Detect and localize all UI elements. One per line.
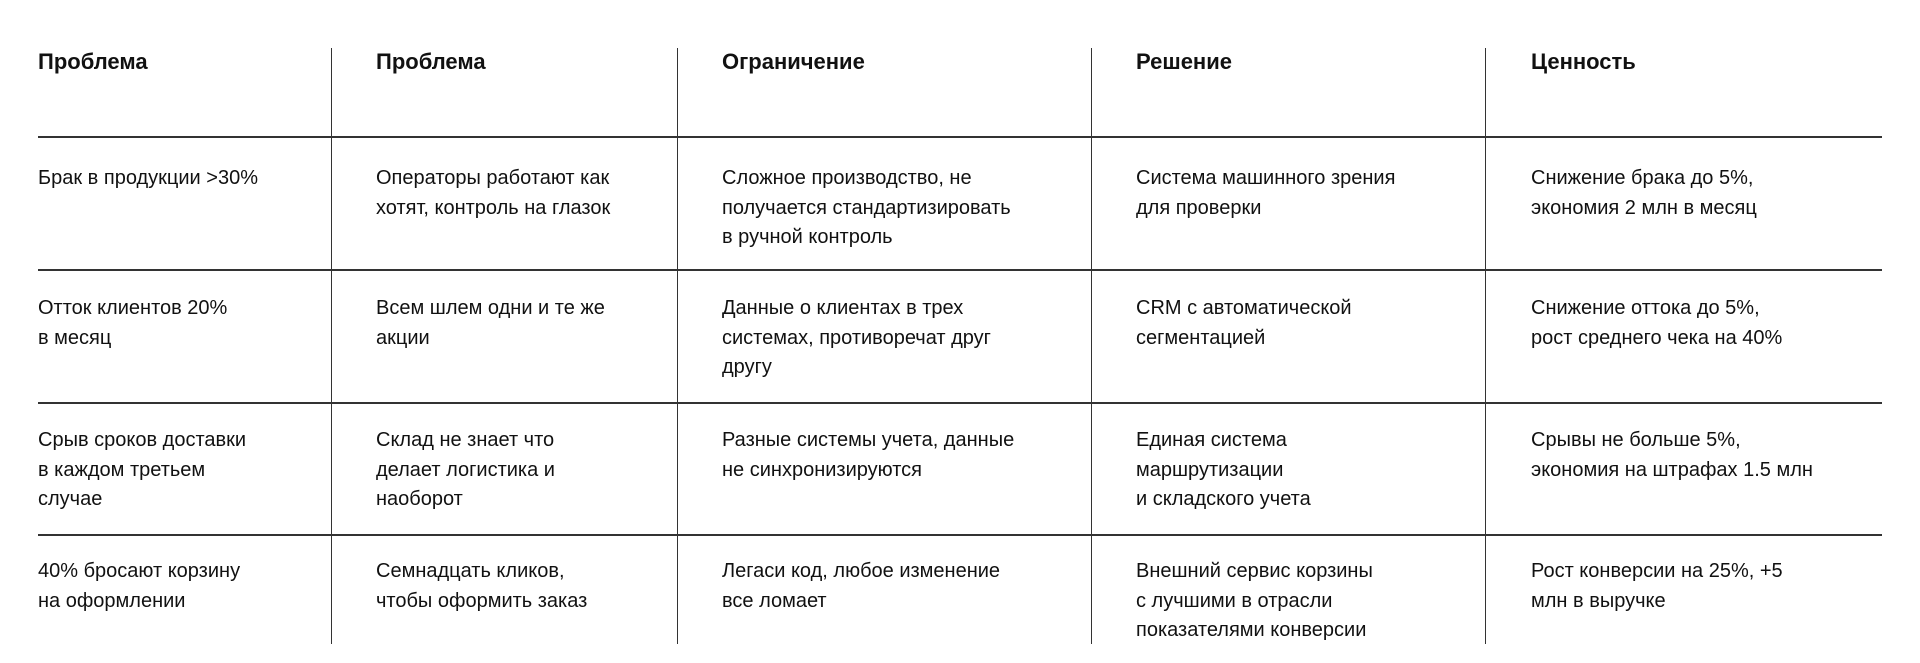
- row-divider: [38, 136, 1882, 138]
- table-cell-value: Снижение брака до 5%, экономия 2 млн в месяц: [1531, 167, 1757, 219]
- table-cell-constraint: Разные системы учета, данные не синхронизируются: [722, 429, 1015, 481]
- table-cell-cause: Семнадцать кликов, чтобы оформить заказ: [376, 560, 588, 612]
- table-cell-solution: Система машинного зрения для проверки: [1136, 167, 1396, 219]
- column-header-value: Ценность: [1531, 49, 1636, 74]
- table-cell-constraint: Сложное производство, не получается стандартизировать в ручной контроль: [722, 167, 1011, 248]
- table-cell-value: Срывы не больше 5%, экономия на штрафах 1.5 млн: [1531, 429, 1813, 481]
- row-divider: [38, 534, 1882, 536]
- row-divider: [38, 402, 1882, 404]
- table-cell-problem: Срыв сроков доставки в каждом третьем случае: [38, 429, 247, 510]
- column-header-constraint: Ограничение: [722, 49, 865, 74]
- table-cell-constraint: Легаси код, любое изменение все ломает: [722, 560, 1001, 612]
- table-cell-problem: 40% бросают корзину на оформлении: [38, 560, 241, 612]
- table-cell-solution: Внешний сервис корзины с лучшими в отрасли показателями конверсии: [1136, 560, 1373, 641]
- table-cell-constraint: Данные о клиентах в трех системах, противоречат друг другу: [722, 297, 991, 378]
- row-divider: [38, 269, 1882, 271]
- table-cell-cause: Склад не знает что делает логистика и наоборот: [376, 429, 555, 510]
- table-cell-value: Рост конверсии на 25%, +5 млн в выручке: [1531, 560, 1783, 612]
- table-cell-cause: Операторы работают как хотят, контроль на глазок: [376, 167, 611, 219]
- table-cell-value: Снижение оттока до 5%, рост среднего чека на 40%: [1531, 297, 1783, 349]
- table-cell-problem: Отток клиентов 20% в месяц: [38, 297, 228, 349]
- table-cell-solution: CRM с автоматической сегментацией: [1136, 297, 1352, 349]
- table-cell-cause: Всем шлем одни и те же акции: [376, 297, 605, 349]
- table-cell-problem: Брак в продукции >30%: [38, 167, 258, 189]
- column-header-problem: Проблема: [38, 49, 148, 74]
- table-cell-solution: Единая система маршрутизации и складского учета: [1136, 429, 1311, 510]
- column-header-solution: Решение: [1136, 49, 1232, 74]
- column-header-problem-cause: Проблема: [376, 49, 486, 74]
